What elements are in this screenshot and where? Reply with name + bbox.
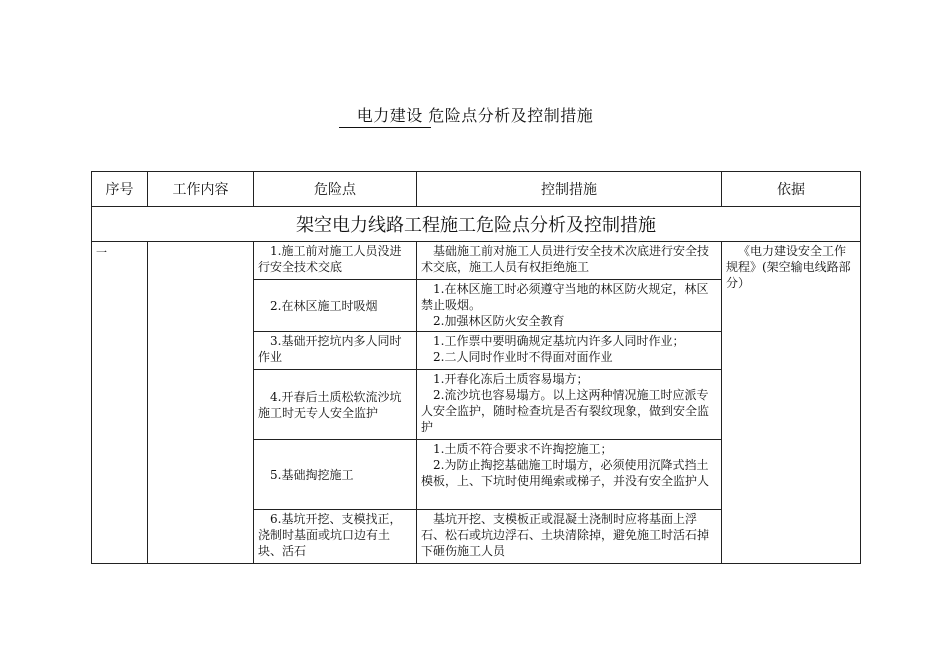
header-measure: 控制措施 [417,172,722,207]
measure-line: 2.为防止掏挖基础施工时塌方，必须使用沉降式挡土模板，上、下坑时使用绳索或梯子，并没有安全监护人 [421,458,710,488]
header-basis: 依据 [722,172,861,207]
hazard-cell: 6.基坑开挖、支模找正，浇制时基面或坑口边有土块、活石 [254,510,417,564]
measure-line: 1.土质不符合要求不许掏挖施工； [433,442,613,456]
hazard-cell: 5.基础掏挖施工 [254,440,417,510]
title-underline [339,127,431,128]
measure-cell: 基础施工前对施工人员进行安全技术次底进行安全技术交底，施工人员有权拒绝施工 [417,242,722,280]
hazard-cell: 2.在林区施工时吸烟 [254,280,417,332]
table-row [92,242,861,280]
measure-line: 2.二人同时作业时不得面对面作业 [433,350,613,364]
measure-line: 2.加强林区防火安全教育 [433,314,565,328]
measure-line: 1.开春化冻后土质容易塌方； [433,372,589,386]
measure-cell: 基坑开挖、支模板正或混凝土浇制时应将基面上浮石、松石或坑边浮石、土块清除掉，避免施工时活石掉下砸伤施工人员 [417,510,722,564]
measure-line: 1.工作票中要明确规定基坑内许多人同时作业； [433,334,685,348]
measure-cell [417,332,722,370]
section-title: 架空电力线路工程施工危险点分析及控制措施 [92,207,861,242]
hazard-cell: 1.施工前对施工人员没进行安全技术交底 [254,242,417,280]
page-title: 电力建设 危险点分析及控制措施 [356,106,594,125]
work-content-cell [148,242,254,564]
header-seq: 序号 [92,172,148,207]
hazard-cell: 3.基础开挖坑内多人同时作业 [254,332,417,370]
measure-line: 2.流沙坑也容易塌方。以上这两种情况施工时应派专人安全监护，随时检查坑是否有裂纹现象，做到安全监护 [421,388,710,434]
row-number: 一 [92,242,148,564]
hazard-cell: 4.开春后土质松软流沙坑施工时无专人安全监护 [254,370,417,440]
header-work: 工作内容 [148,172,254,207]
measure-cell [417,370,722,440]
header-hazard: 危险点 [254,172,417,207]
header-row [92,172,861,207]
section-row [92,207,861,242]
measure-cell [417,440,722,510]
hazard-table [91,171,861,564]
basis-cell: 《电力建设安全工作规程》(架空输电线路部分） [722,242,861,564]
measure-line: 1.在林区施工时必须遵守当地的林区防火规定，林区禁止吸烟。 [421,282,709,312]
measure-cell [417,280,722,332]
